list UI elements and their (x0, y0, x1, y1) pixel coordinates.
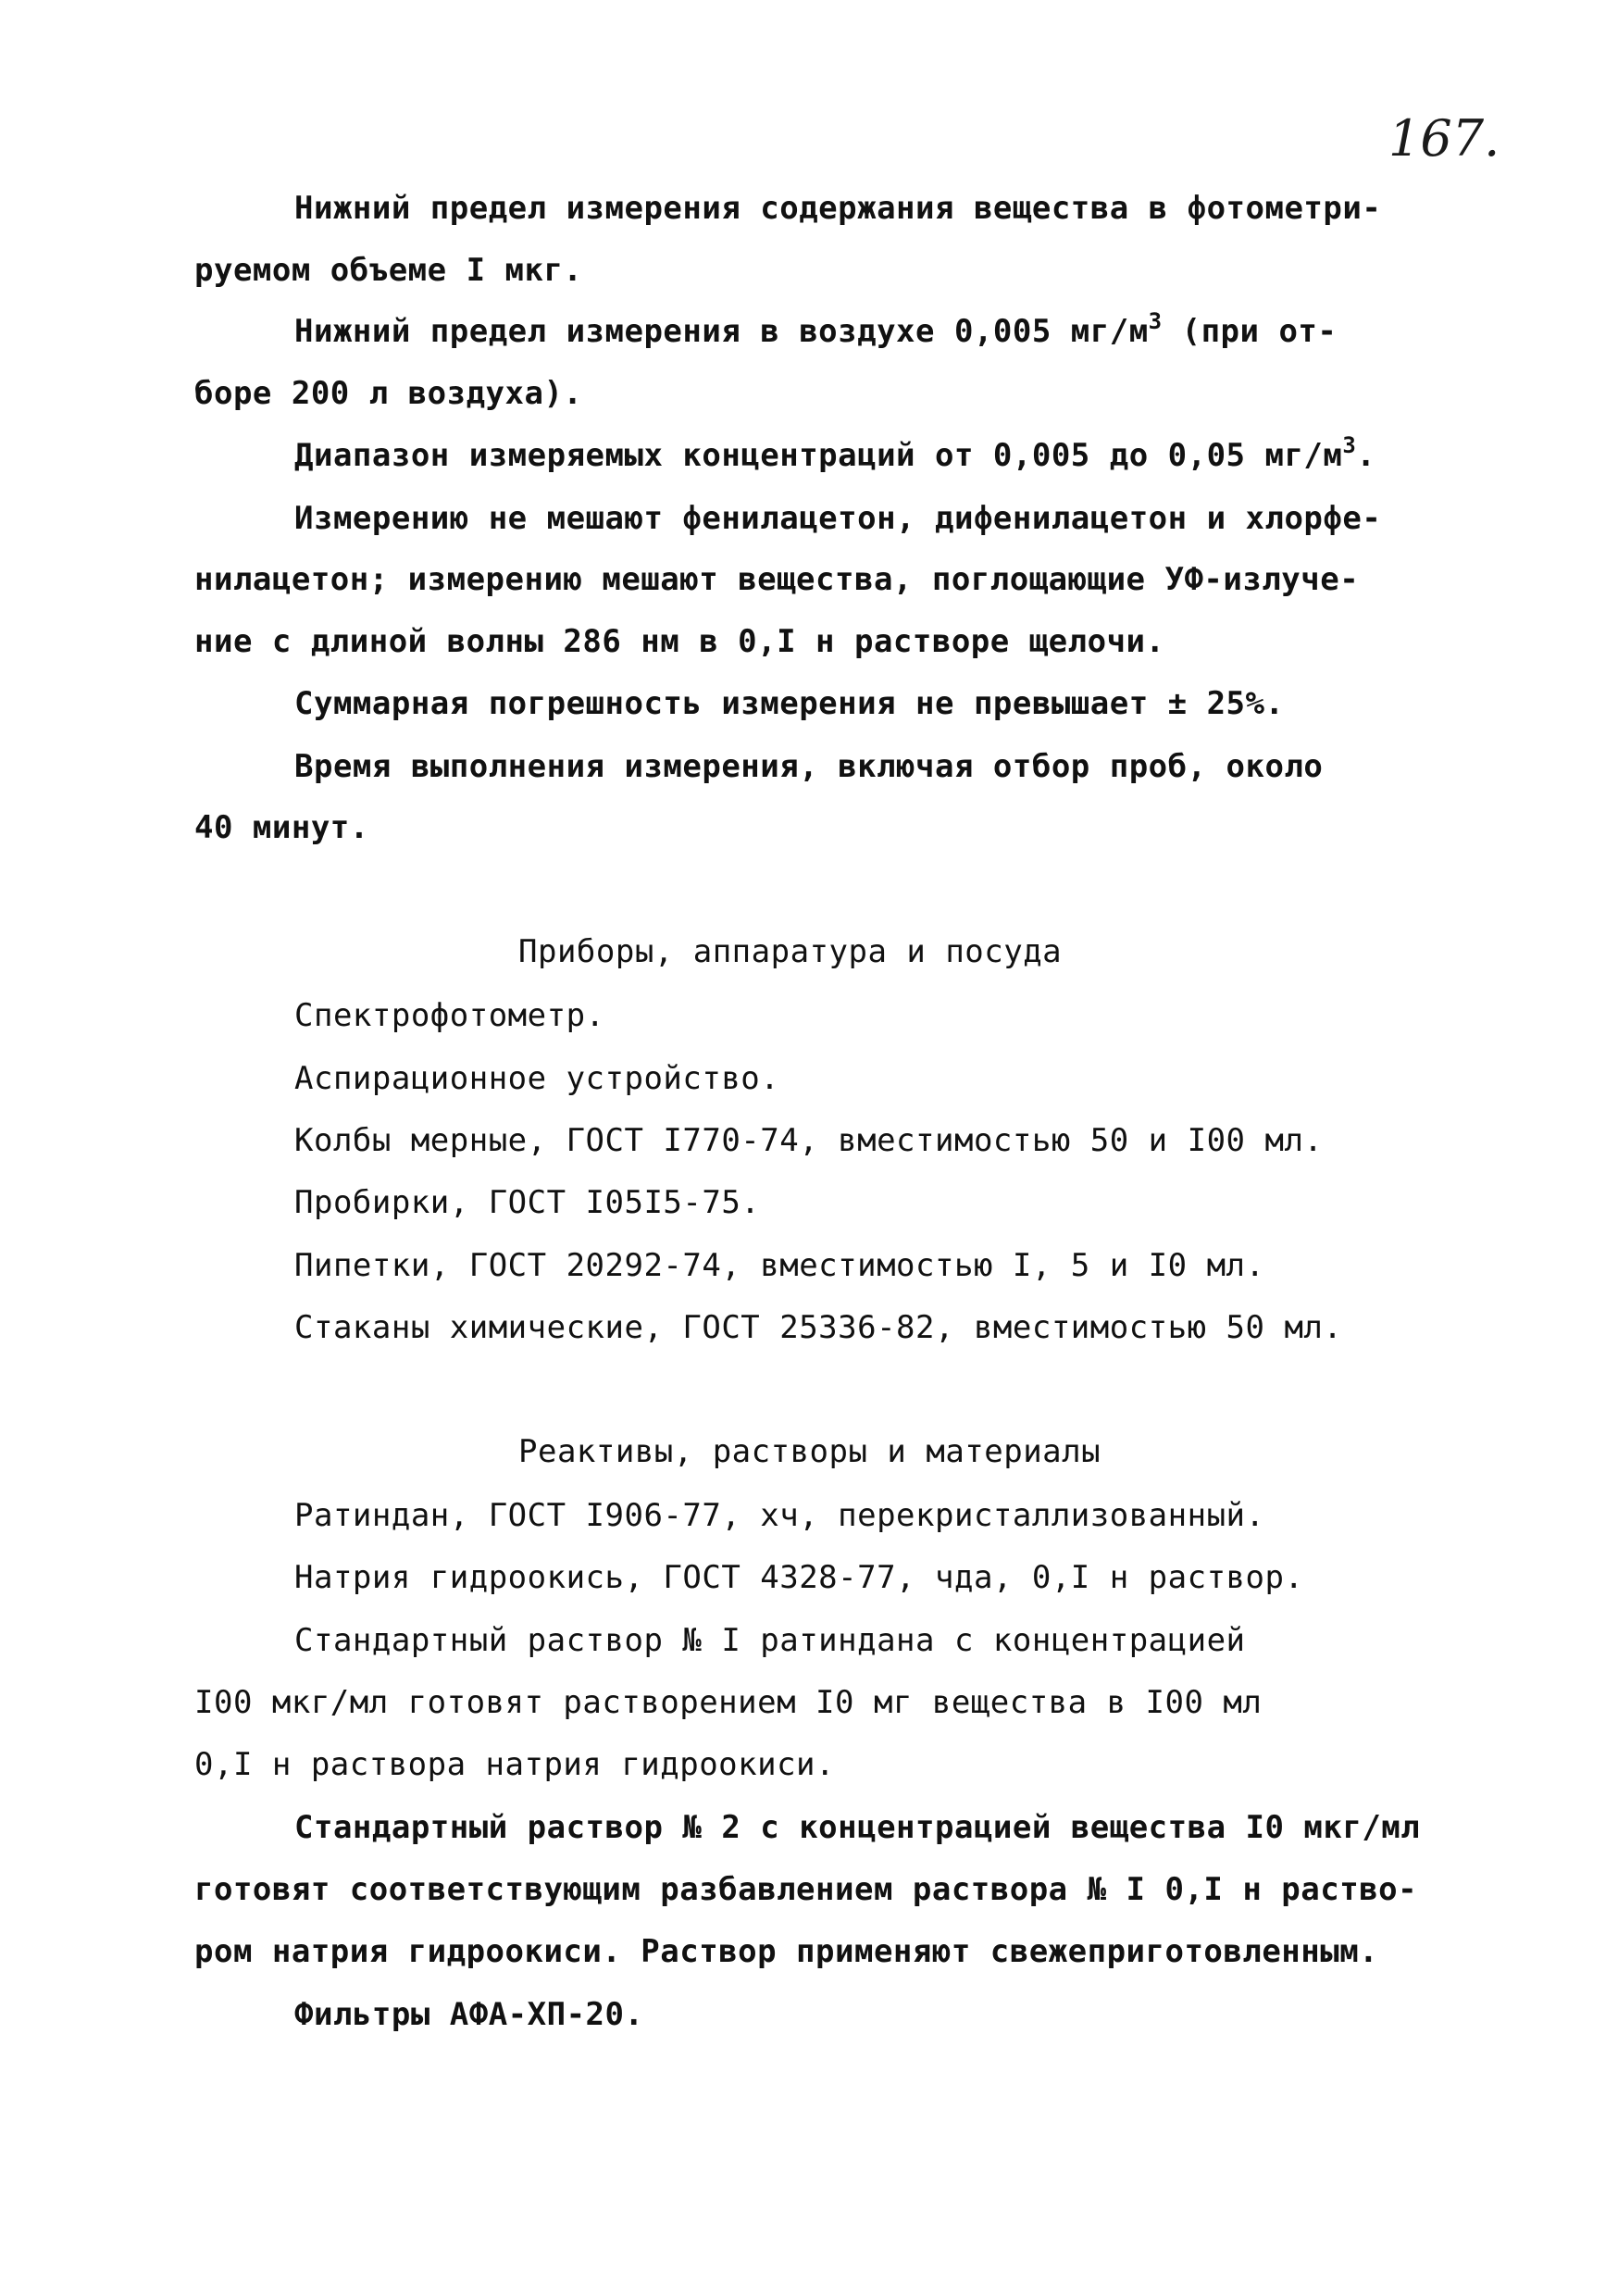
text-line (294, 308, 1338, 350)
list-item: Пипетки, ГОСТ 20292-74, вместимостью I, 5 и I0 мл. (294, 1247, 1265, 1284)
text-segment: . (1356, 437, 1376, 474)
text-line: Время выполнения измерения, включая отбор проб, около (294, 748, 1324, 785)
text-line: ром натрия гидроокиси. Раствор применяют свежеприготовленным. (194, 1933, 1379, 1970)
superscript: 3 (1148, 308, 1163, 334)
text-line (294, 432, 1376, 474)
section-heading: Приборы, аппаратура и посуда (518, 933, 1063, 970)
text-line: Суммарная погрешность измерения не превышает ± 25%. (294, 685, 1285, 722)
list-item: Стаканы химические, ГОСТ 25336-82, вместимостью 50 мл. (294, 1309, 1343, 1346)
text-line: ние с длиной волны 286 нм в 0,I н растворе щелочи. (194, 623, 1165, 660)
text-segment: Нижний предел измерения в воздухе 0,005 мг/м (294, 313, 1149, 350)
text-line: Стандартный раствор № I ратиндана с концентрацией (294, 1622, 1246, 1659)
text-line: боре 200 л воздуха). (194, 375, 583, 412)
text-line: нилацетон; измерению мешают вещества, поглощающие УФ-излуче- (194, 561, 1360, 598)
list-item: Спектрофотометр. (294, 997, 605, 1034)
section-heading: Реактивы, растворы и материалы (518, 1433, 1101, 1470)
text-segment: (при от- (1162, 313, 1338, 350)
text-line: 40 минут. (194, 809, 369, 846)
text-segment: Диапазон измеряемых концентраций от 0,005 до 0,05 мг/м (294, 437, 1343, 474)
text-line: готовят соответствующим разбавлением раствора № I 0,I н раство- (194, 1871, 1418, 1908)
list-item: Колбы мерные, ГОСТ I770-74, вместимостью 50 и I00 мл. (294, 1122, 1324, 1159)
list-item: Аспирационное устройство. (294, 1060, 780, 1097)
text-line: Натрия гидроокись, ГОСТ 4328-77, чда, 0,I н раствор. (294, 1559, 1304, 1596)
page-number: 167. (1388, 109, 1500, 168)
superscript: 3 (1342, 432, 1357, 458)
text-line: Фильтры АФА-ХП-20. (294, 1996, 644, 2033)
text-line: руемом объеме I мкг. (194, 252, 583, 289)
text-line: I00 мкг/мл готовят растворением I0 мг вещества в I00 мл (194, 1684, 1263, 1721)
list-item: Пробирки, ГОСТ I05I5-75. (294, 1184, 761, 1221)
text-line: Ратиндан, ГОСТ I906-77, хч, перекристаллизованный. (294, 1497, 1265, 1534)
text-line: 0,I н раствора натрия гидроокиси. (194, 1746, 836, 1783)
text-line: Измерению не мешают фенилацетон, дифенилацетон и хлорфе- (294, 500, 1382, 537)
text-line: Нижний предел измерения содержания вещества в фотометри- (294, 190, 1382, 227)
text-line: Стандартный раствор № 2 с концентрацией вещества I0 мкг/мл (294, 1809, 1421, 1846)
